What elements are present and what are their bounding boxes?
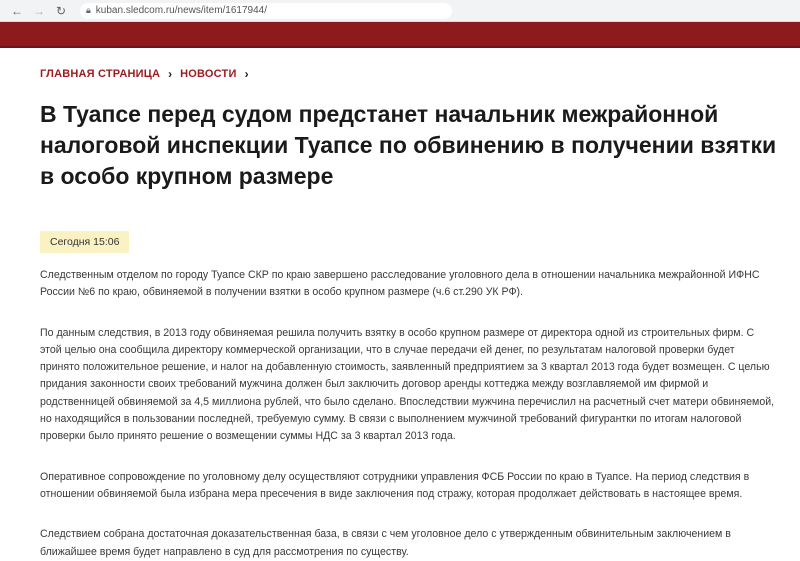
url-text: kuban.sledcom.ru/news/item/1617944/ xyxy=(95,5,268,16)
chevron-right-icon: › xyxy=(244,67,249,81)
article-paragraph: Оперативное сопровождение по уголовному делу осуществляют сотрудники управления ФСБ России по краю в Туапсе. На период следствия в отношении обвиняемой была избрана мера пресечения в виде заключения под стражу, которая продолжает действовать в настоящее время. xyxy=(40,470,750,500)
browser-toolbar xyxy=(0,0,800,22)
date-badge: Сегодня 15:06 xyxy=(40,231,129,253)
article-title: В Туапсе перед судом предстанет начальник межрайонной налоговой инспекции Туапсе по обвинению в получении взятки в особо крупном размере xyxy=(40,101,777,189)
address-bar[interactable] xyxy=(80,3,452,19)
site-header-band xyxy=(0,22,800,48)
article-paragraph: Следственным отделом по городу Туапсе СКР по краю завершено расследование уголовного дела в отношении начальника межрайонной ИФНС России №6 по краю, обвиняемой в получении взятки в особо крупном размере (ч.6 ст.290 УК РФ). xyxy=(40,269,760,299)
back-arrow-icon[interactable]: ← xyxy=(11,3,23,18)
forward-arrow-icon[interactable]: → xyxy=(33,3,45,18)
chevron-right-icon: › xyxy=(168,67,173,81)
article-paragraph: Следствием собрана достаточная доказательственная база, в связи с чем уголовное дело с утвержденным обвинительным заключением в ближайшее время будет направлено в суд для рассмотрения по существу. xyxy=(40,528,731,558)
main-content xyxy=(0,67,800,561)
reload-icon[interactable]: ↻ xyxy=(55,3,67,18)
lock-icon: 🔒︎ xyxy=(86,5,91,15)
article-body xyxy=(40,267,775,561)
breadcrumb-news-link[interactable]: НОВОСТИ xyxy=(180,68,237,80)
article-paragraph: По данным следствия, в 2013 году обвиняемая решила получить взятку в особо крупном размере от директора одной из строительных фирм. С этой целью она сообщила директору коммерческой организации, что в случае передачи ей денег, по результатам налоговой проверки будет принято положительное решение, и налог на добавленную стоимость, заявленный предприятием за 3 квартал 2013 года будет возмещен. С целью придания законности своих требований мужчина должен был заключить договор аренды коттеджа между возглавляемой им фирмой и родственницей обвиняемой за 4,5 миллиона рублей, что было сделано. Впоследствии мужчина перечислил на расчетный счет матери обвиняемой, но находящийся в пользовании последней, требуемую сумму. В связи с выполнением мужчиной требований фигурантки по итогам налоговой проверки было принято решение о возмещении суммы НДС за 3 квартал 2013 года. xyxy=(40,326,775,443)
breadcrumb-home-link[interactable]: ГЛАВНАЯ СТРАНИЦА xyxy=(40,68,161,80)
breadcrumb xyxy=(40,67,760,81)
